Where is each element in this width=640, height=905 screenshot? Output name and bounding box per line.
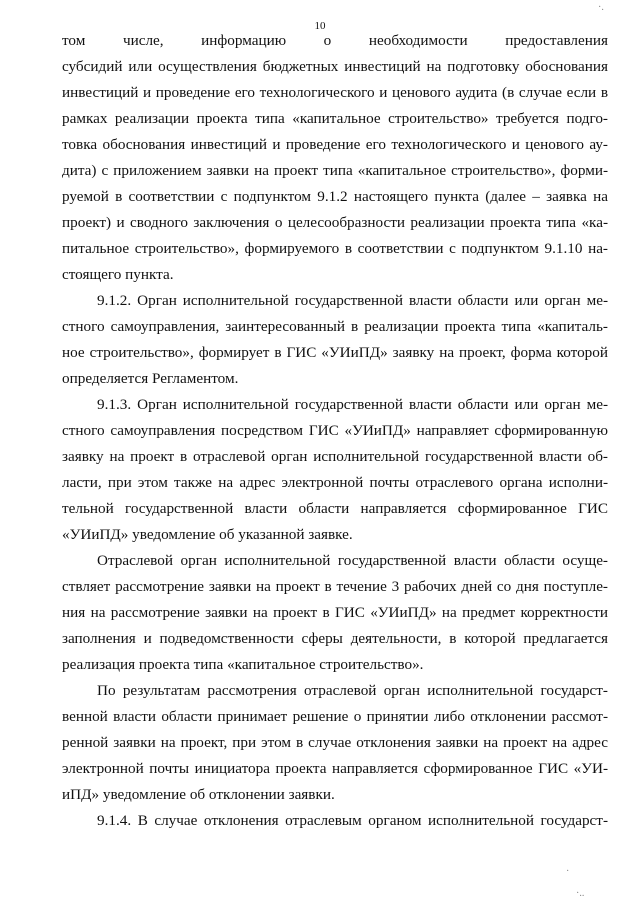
text-line: ствляет рассмотрение заявки на проект в течение 3 рабочих дней со дня поступле-	[62, 578, 608, 595]
text-line: питальное строительство», формируемого в соответствии с подпунктом 9.1.10 на-	[62, 240, 608, 257]
text-line: рамках реализации проекта типа «капитальное строительство» требуется подго-	[62, 110, 608, 127]
text-line: определяется Регламентом.	[62, 370, 239, 387]
text-line: проект) и сводного заключения о целесообразности реализации проекта типа «ка-	[62, 214, 608, 231]
text-line: стоящего пункта.	[62, 266, 174, 283]
page-number: 10	[314, 20, 326, 32]
text-line: 9.1.2. Орган исполнительной государственной власти области или орган ме-	[97, 292, 608, 309]
text-line: товка обоснования инвестиций и проведение его технологического и ценового ау-	[62, 136, 608, 153]
text-line: тельной государственной власти области направляется сформированное ГИС	[62, 500, 608, 517]
text-line: дита) с приложением заявки на проект типа «капитальное строительство», форми-	[62, 162, 608, 179]
text-line: По результатам рассмотрения отраслевой орган исполнительной государст-	[97, 682, 608, 699]
text-line: ния на рассмотрение заявки на проект в ГИС «УИиПД» на предмет корректности	[62, 604, 608, 621]
text-line: электронной почты инициатора проекта направляется сформированное ГИС «УИ-	[62, 760, 608, 777]
text-line: ренной заявки на проект, при этом в случае отклонения заявки на проект на адрес	[62, 734, 608, 751]
text-line: инвестиций и проведение его технологического и ценового аудита (в случае если в	[62, 84, 608, 101]
scan-speck: ·..	[576, 888, 585, 899]
scan-speck: ·	[566, 866, 570, 877]
text-line: субсидий или осуществления бюджетных инвестиций на подготовку обоснования	[62, 58, 608, 75]
text-line: стного самоуправления посредством ГИС «УИиПД» направляет сформированную	[62, 422, 608, 439]
text-line: том числе, информацию о необходимости предоставления	[62, 32, 608, 49]
text-line: ное строительство», формирует в ГИС «УИиПД» заявку на проект, форма которой	[62, 344, 608, 361]
text-line: заполнения и подведомственности сферы деятельности, в которой предлагается	[62, 630, 608, 647]
text-line: ласти, при этом также на адрес электронной почты отраслевого органа исполни-	[62, 474, 608, 491]
text-line: 9.1.3. Орган исполнительной государственной власти области или орган ме-	[97, 396, 608, 413]
text-line: Отраслевой орган исполнительной государственной власти области осуще-	[97, 552, 608, 569]
text-line: иПД» уведомление об отклонении заявки.	[62, 786, 335, 803]
scan-speck: ·.	[598, 2, 604, 13]
text-line: 9.1.4. В случае отклонения отраслевым органом исполнительной государст-	[97, 812, 608, 829]
text-line: венной власти области принимает решение о принятии либо отклонении рассмот-	[62, 708, 608, 725]
text-line: руемой в соответствии с подпунктом 9.1.2 настоящего пункта (далее – заявка на	[62, 188, 608, 205]
text-line: «УИиПД» уведомление об указанной заявке.	[62, 526, 353, 543]
text-line: заявку на проект в отраслевой орган исполнительной государственной власти об-	[62, 448, 608, 465]
text-line: стного самоуправления, заинтересованный в реализации проекта типа «капиталь-	[62, 318, 608, 335]
text-line: реализация проекта типа «капитальное строительство».	[62, 656, 424, 673]
